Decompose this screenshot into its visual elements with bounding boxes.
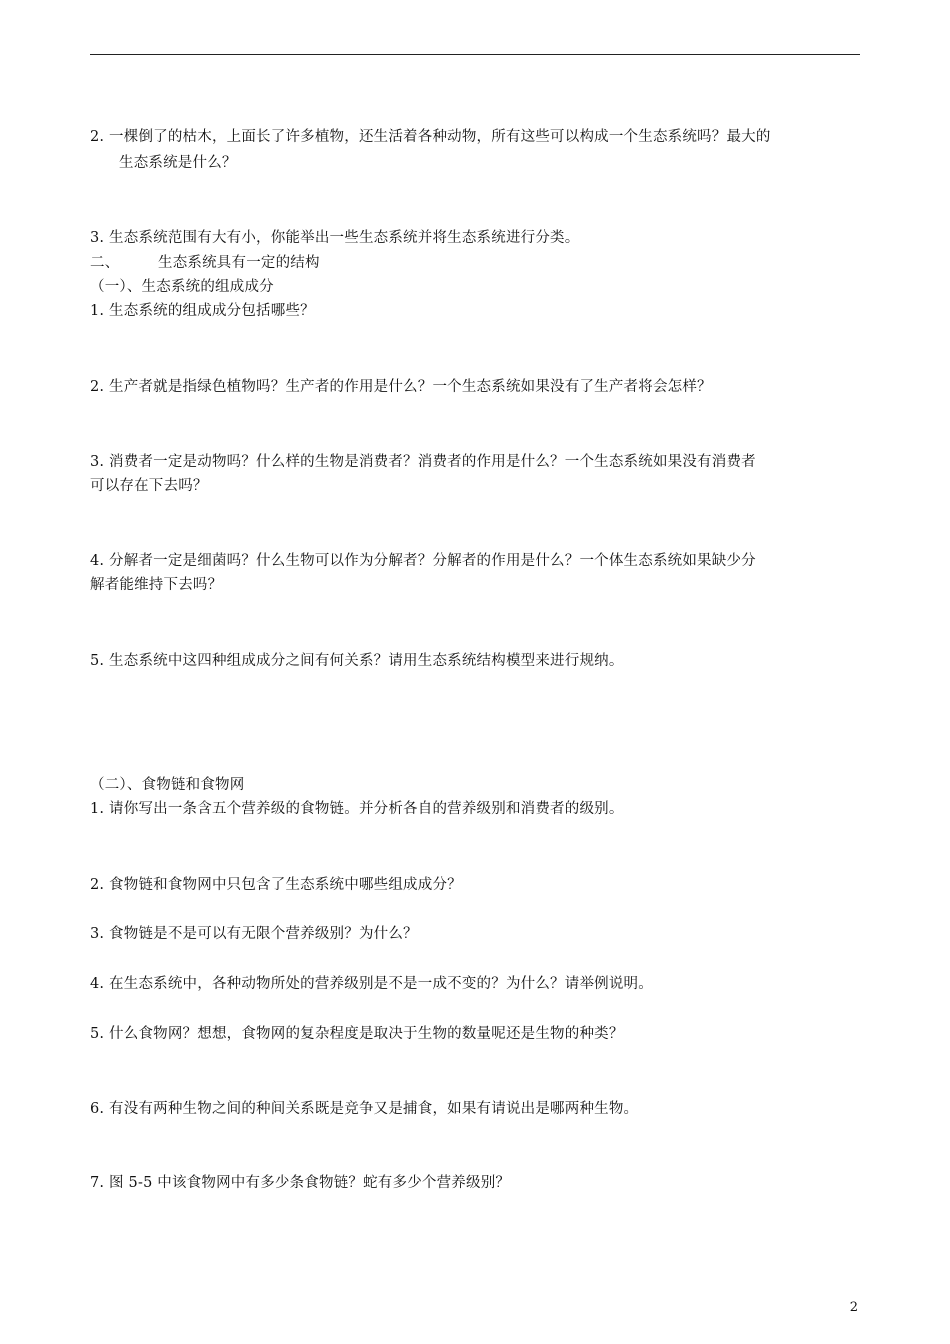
food-chain-question-4: 4. 在生态系统中，各种动物所处的营养级别是不是一成不变的？为什么？请举例说明。 <box>90 976 653 992</box>
food-chain-question-2: 2. 食物链和食物网中只包含了生态系统中哪些组成成分？ <box>90 877 462 893</box>
components-question-3-line-2: 可以存在下去吗？ <box>90 478 208 494</box>
components-question-4-line-1: 4. 分解者一定是细菌吗？什么生物可以作为分解者？分解者的作用是什么？一个体生态系统如果缺少分 <box>90 553 756 569</box>
food-chain-question-3: 3. 食物链是不是可以有无限个营养级别？为什么？ <box>90 926 418 942</box>
components-question-3-line-1: 3. 消费者一定是动物吗？什么样的生物是消费者？消费者的作用是什么？一个生态系统如果没有消费者 <box>90 454 756 470</box>
components-question-5: 5. 生态系统中这四种组成成分之间有何关系？请用生态系统结构模型来进行规纳。 <box>90 653 624 669</box>
components-question-4-line-2: 解者能维持下去吗？ <box>90 577 223 593</box>
page-number: 2 <box>849 1300 858 1315</box>
question-2-line-1: 2. 一棵倒了的枯木，上面长了许多植物，还生活着各种动物，所有这些可以构成一个生态系统吗？最大的 <box>90 129 771 145</box>
question-3: 3. 生态系统范围有大有小，你能举出一些生态系统并将生态系统进行分类。 <box>90 230 580 246</box>
food-chain-question-1: 1. 请你写出一条含五个营养级的食物链。并分析各自的营养级别和消费者的级别。 <box>90 801 624 817</box>
section-2-number: 二、 <box>90 255 120 271</box>
subsection-1-heading: （一）、生态系统的组成成分 <box>90 279 274 295</box>
food-chain-question-5: 5. 什么食物网？想想，食物网的复杂程度是取决于生物的数量呢还是生物的种类？ <box>90 1026 624 1042</box>
header-rule <box>90 54 860 55</box>
section-2-title: 生态系统具有一定的结构 <box>158 255 320 271</box>
subsection-2-heading: （二）、食物链和食物网 <box>90 777 245 793</box>
food-chain-question-6: 6. 有没有两种生物之间的种间关系既是竞争又是捕食，如果有请说出是哪两种生物。 <box>90 1101 639 1117</box>
question-2-line-2: 生态系统是什么？ <box>119 155 237 171</box>
components-question-1: 1. 生态系统的组成成分包括哪些？ <box>90 303 315 319</box>
food-chain-question-7: 7. 图 5-5 中该食物网中有多少条食物链？蛇有多少个营养级别？ <box>90 1175 511 1191</box>
components-question-2: 2. 生产者就是指绿色植物吗？生产者的作用是什么？一个生态系统如果没有了生产者将会怎样？ <box>90 379 712 395</box>
